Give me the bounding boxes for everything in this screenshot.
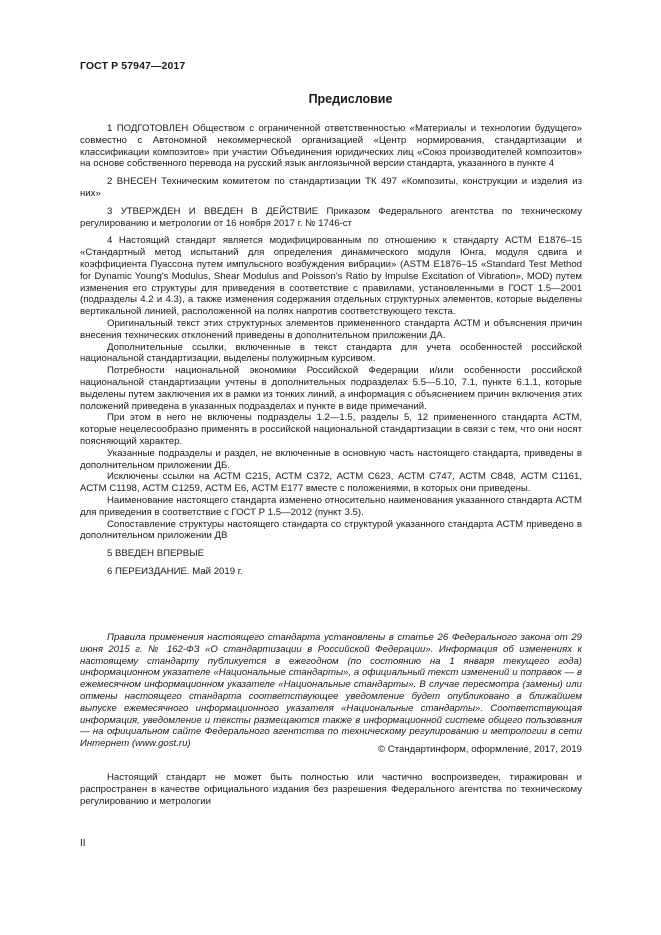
foreword-body [80, 123, 582, 578]
paragraph-2: 2 ВНЕСЕН Техническим комитетом по стандартизации ТК 497 «Композиты, конструкции и изделия из них» [80, 176, 582, 199]
paragraph-1: 1 ПОДГОТОВЛЕН Обществом с ограниченной ответственностью «Материалы и технологии будущего» совместно с Автономной некоммерческой организацией «Центр нормирования, стандартизации и классификации композитов» при участии Объединения юридических лиц «Союз производителей композитов» на основе собственного перевода на русский язык англоязычной версии стандарта, указанного в пункте 4 [80, 123, 582, 170]
paragraph-4-excluded-refs: Исключены ссылки на АСТМ С215, АСТМ С372, АСТМ С623, АСТМ С747, АСТМ С848, АСТМ С1161, АСТМ С1198, АСТМ С1259, АСТМ Е6, АСТМ Е177 вместе с положениями, в которых они приведены. [80, 471, 582, 495]
page-number: II [80, 838, 86, 849]
paragraph-4-title-change: Наименование настоящего стандарта изменено относительно наименования указанного стандарта АСТМ для приведения в соответствие с ГОСТ Р 1.5—2012 (пункт 3.5). [80, 494, 582, 518]
document-code: ГОСТ Р 57947—2017 [80, 60, 186, 72]
rights-text: Настоящий стандарт не может быть полностью или частично воспроизведен, тиражирован и распространен в качестве официального издания без разрешения Федерального агентства по техническому регулированию и метрологии [80, 772, 582, 807]
application-rules-notice [80, 632, 582, 750]
paragraph-4-structure-comparison: Сопоставление структуры настоящего стандарта со структурой указанного стандарта АСТМ приведено в дополнительном приложении ДВ [80, 518, 582, 542]
paragraph-4-original-text: Оригинальный текст этих структурных элементов примененного стандарта АСТМ и объяснения причин внесения технических отклонений приведены в дополнительном приложении ДА. [80, 317, 582, 341]
reproduction-rights [80, 772, 582, 807]
paragraph-5: 5 ВВЕДЕН ВПЕРВЫЕ [107, 548, 205, 560]
paragraph-4-appendix-db: Указанные подразделы и раздел, не включенные в основную часть настоящего стандарта, приведены в дополнительном приложении ДБ. [80, 447, 582, 471]
paragraph-3: 3 УТВЕРЖДЕН И ВВЕДЕН В ДЕЙСТВИЕ Приказом Федерального агентства по техническому регулированию и метрологии от 16 ноября 2017 г. № 1746-ст [80, 205, 582, 229]
notice-text: Правила применения настоящего стандарта установлены в статье 26 Федерального закона от 29 июня 2015 г. № 162-ФЗ «О стандартизации в Российской Федерации». Информация об изменениях к настоящему стандарту публикуется в ежегодном (по состоянию на 1 января текущего года) информационном указателе «Национальные стандарты», а официальный текст изменений и поправок — в ежемесячном информационном указателе «Национальные стандарты». В случае пересмотра (замены) или отмены настоящего стандарта соответствующее уведомление будет опубликовано в ближайшем выпуске ежемесячного информационного указателя «Национальные стандарты». Соответствующая информация, уведомление и тексты размещаются также в информационной системе общего пользования — на официальном сайте Федерального агентства по техническому регулированию и метрологии в сети Интернет (www.gost.ru) [80, 632, 582, 750]
paragraph-6: 6 ПЕРЕИЗДАНИЕ. Май 2019 г. [107, 565, 243, 577]
paragraph-4-national-needs: Потребности национальной экономики Российской Федерации и/или особенности российской национальной стандартизации учтены в дополнительных подразделах 5.5—5.10, 7.1, пункте 6.1.1, которые выделены путем заключения их в рамки из тонких линий, а информация с объяснением причин включения этих положений приведена в указанных подразделах и пункте в виде примечаний. [80, 365, 582, 412]
paragraph-4-additional-refs: Дополнительные ссылки, включенные в текст стандарта для учета особенностей российской национальной стандартизации, выделены полужирным курсивом. [80, 341, 582, 365]
page-title: Предисловие [308, 92, 393, 106]
copyright-line: © Стандартинформ, оформление, 2017, 2019 [378, 744, 582, 755]
paragraph-4: 4 Настоящий стандарт является модифицированным по отношению к стандарту АСТМ Е1876–15 «Стандартный метод испытаний для определения динамического модуля Юнга, модуля сдвига и коэффициента Пуассона путем импульсного возбуждения вибрации» (ASTM E1876–15 «Standard Test Method for Dynamic Young's Modulus, Shear Modulus and Poisson's Ratio by Impulse Excitation of Vibration», MOD) путем изменения его структуры для приведения в соответствие с правилами, установленными в ГОСТ 1.5—2001 (подразделы 4.2 и 4.3), а также изменения содержания отдельных структурных элементов, которые выделены вертикальной линией, расположенной на полях напротив соответствующего текста. [80, 235, 582, 318]
paragraph-4-excluded-subsections: При этом в него не включены подразделы 1.2—1.5, разделы 5, 12 примененного стандарта АСТМ, которые нецелесообразно применять в российской национальной стандартизации в связи с тем, что они носят поясняющий характер. [80, 412, 582, 447]
